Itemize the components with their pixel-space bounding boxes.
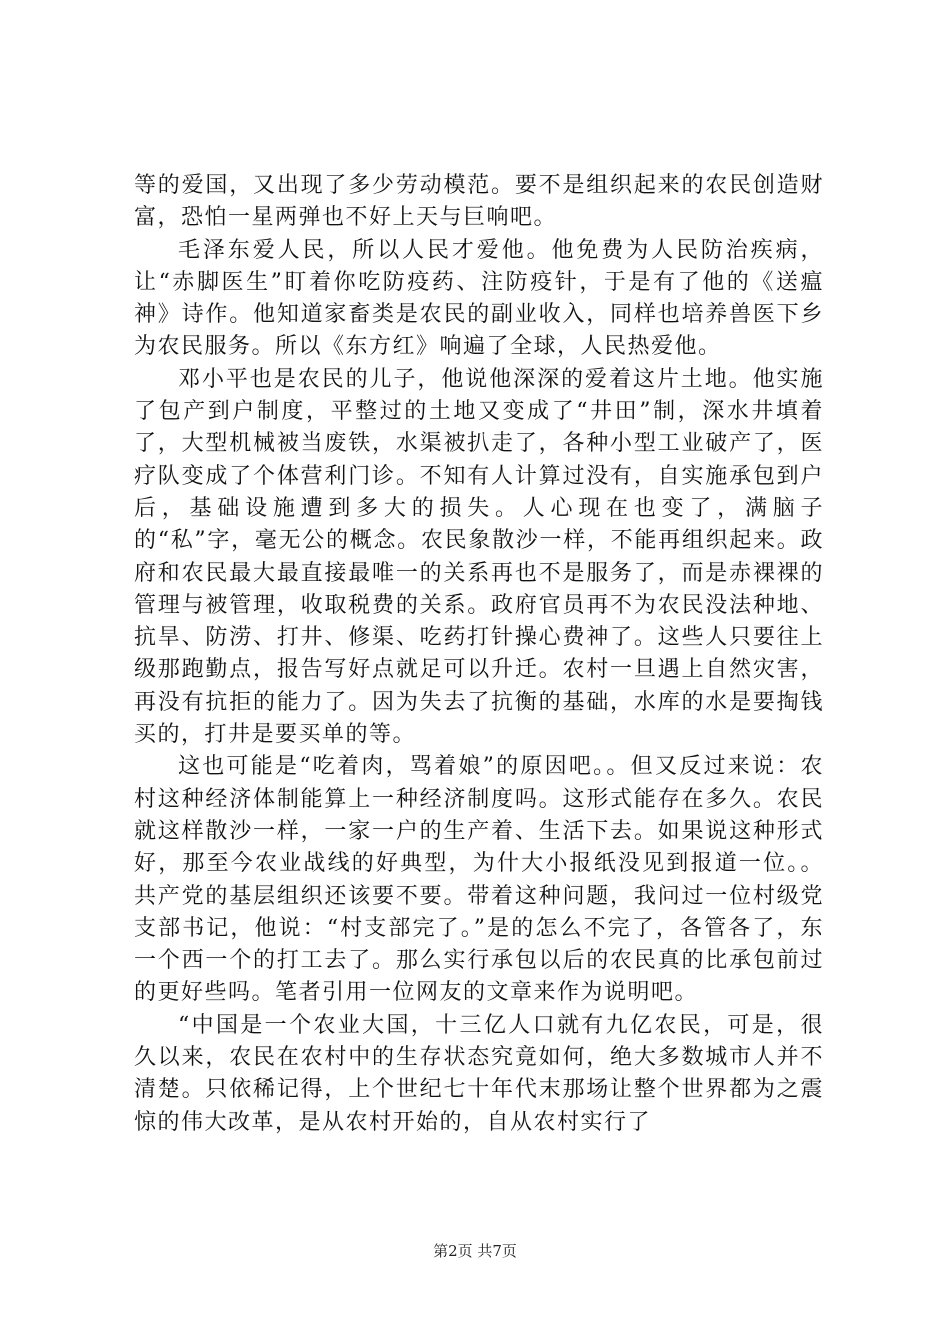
paragraph-continuation: 等的爱国，又出现了多少劳动模范。要不是组织起来的农民创造财富，恐怕一星两弹也不好上天与巨响吧。 (134, 173, 824, 231)
page-footer: 第2页 共7页 (433, 1242, 517, 1260)
paragraph-mao: 毛泽东爱人民，所以人民才爱他。他免费为人民防治疾病，让“赤脚医生”盯着你吃防疫药、注防疫针，于是有了他的《送瘟神》诗作。他知道家畜类是农民的副业收入，同样也培养兽医下乡为农民服务。所以《东方红》响遍了全球，人民热爱他。 (134, 237, 824, 360)
paragraph-quote: “中国是一个农业大国，十三亿人口就有九亿农民，可是，很久以来，农民在农村中的生存状态究竟如何，绝大多数城市人并不清楚。只依稀记得，上个世纪七十年代末那场让整个世界都为之震惊的伟大改革，是从农村开始的，自从农村实行了 (134, 1012, 824, 1135)
body-text (134, 170, 824, 1139)
paragraph-reflection: 这也可能是“吃着肉，骂着娘”的原因吧。。但又反过来说：农村这种经济体制能算上一种经济制度吗。这形式能存在多久。农民就这样散沙一样，一家一户的生产着、生活下去。如果说这种形式好，那至今农业战线的好典型，为什大小报纸没见到报道一位。。共产党的基层组织还该要不要。带着这种问题，我问过一位村级党支部书记，他说：“村支部完了。”是的怎么不完了，各管各了，东一个西一个的打工去了。那么实行承包以后的农民真的比承包前过的更好些吗。笔者引用一位网友的文章来作为说明吧。 (134, 754, 824, 1006)
paragraph-deng: 邓小平也是农民的儿子，他说他深深的爱着这片土地。他实施了包产到户制度，平整过的土地又变成了“井田”制，深水井填着了，大型机械被当废铁，水渠被扒走了，各种小型工业破产了，医疗队变成了个体营利门诊。不知有人计算过没有，自实施承包到户后，基础设施遭到多大的损失。人心现在也变了，满脑子的“私”字，毫无公的概念。农民象散沙一样，不能再组织起来。政府和农民最大最直接最唯一的关系再也不是服务了，而是赤裸裸的管理与被管理，收取税费的关系。政府官员再不为农民没法种地、抗旱、防涝、打井、修渠、吃药打针操心费神了。这些人只要往上级那跑勤点，报告写好点就足可以升迁。农村一旦遇上自然灾害，再没有抗拒的能力了。因为失去了抗衡的基础，水库的水是要掏钱买的，打井是要买单的等。 (134, 366, 824, 748)
